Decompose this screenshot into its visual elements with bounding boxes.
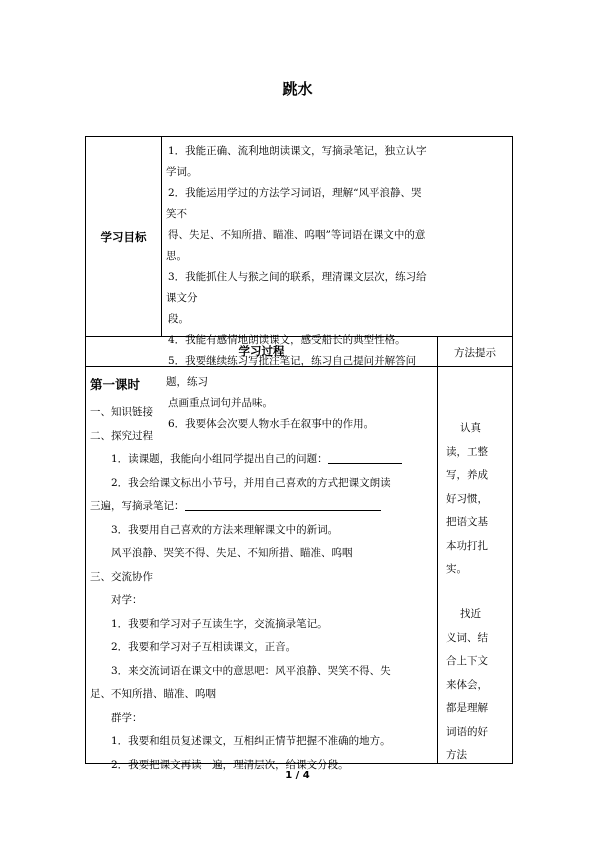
tips-divider xyxy=(437,336,438,763)
document-title: 跳水 xyxy=(282,80,313,98)
goals-divider xyxy=(161,136,162,336)
goals-label: 学习目标 xyxy=(100,230,147,244)
process-line: 1．我要和组员复述课文，互相纠正情节把握不准确的地方。 xyxy=(111,735,391,747)
process-line: 3．来交流词语在课文中的意思吧：风平浪静、哭笑不得、失 xyxy=(111,664,391,677)
process-line: 一、知识链接 xyxy=(90,406,153,418)
process-body xyxy=(90,401,434,777)
lesson-title: 第一课时 xyxy=(90,377,141,392)
goal-line: 6．我要体会次要人物水手在叙事中的作用。 xyxy=(168,418,375,430)
tips-header: 方法提示 xyxy=(454,347,496,359)
method-tip-1: 认真 读，工整 写，养成 好习惯， 把语文基 本功打扎 实。 xyxy=(446,422,488,575)
table-right-border xyxy=(512,136,513,764)
process-line: 2．我要和学习对子互相读课文，正音。 xyxy=(111,641,297,653)
method-tip-2: 找近 义词、结 合上下文 来体会， 都是理解 词语的好 方法 xyxy=(446,608,488,761)
process-line: 3．我要用自己喜欢的方法来理解课文中的新词。 xyxy=(111,523,339,536)
process-line: 2．我会给课文标出小节号，并用自己喜欢的方式把课文朗读 xyxy=(111,476,391,489)
process-line: 足、不知所措、瞄准、呜咽 xyxy=(90,688,216,700)
process-line: 1．读课题，我能向小组同学提出自己的问题： xyxy=(90,448,434,472)
answer-blank[interactable] xyxy=(185,498,381,511)
page-number: 1 / 4 xyxy=(285,770,310,781)
process-line: 二、探究过程 xyxy=(90,429,153,442)
process-line: 群学： xyxy=(111,711,143,724)
goal-line: 得、失足、不知所措、瞄准、呜咽”等词语在课文中的意思。 xyxy=(166,229,426,262)
process-line: 三、交流协作 xyxy=(90,570,153,583)
goals-list xyxy=(166,141,428,435)
goal-line: 点画重点词句并品味。 xyxy=(168,397,273,409)
process-line: 风平浪静、哭笑不得、失足、不知所措、瞄准、呜咽 xyxy=(111,547,353,559)
goal-line: 3．我能抓住人与猴之间的联系，理清课文层次，练习给课文分 xyxy=(166,271,427,304)
goal-line: 5．我要继续练习写批注笔记，练习自己提问并解答问题，练习 xyxy=(166,355,417,388)
process-line: 1．我要和学习对子互读生字，交流摘录笔记。 xyxy=(111,617,328,630)
goal-line: 2．我能运用学过的方法学习词语，理解“风平浪静、哭笑不 xyxy=(166,187,422,220)
process-line: 三遍，写摘录笔记： xyxy=(90,495,434,519)
goal-line: 4．我能有感情地朗读课文，感受船长的典型性格。 xyxy=(168,334,406,346)
process-header: 学习过程 xyxy=(238,344,285,358)
answer-blank[interactable] xyxy=(328,451,402,464)
table-top-border xyxy=(85,136,513,137)
process-line: 对学： xyxy=(111,594,143,606)
process-line: 2．我要把课文再读一遍，理清层次，给课文分段。 xyxy=(111,758,349,771)
goal-line: 段。 xyxy=(168,313,189,325)
goal-line: 1．我能正确、流利地朗读课文，写摘录笔记，独立认字学词。 xyxy=(166,145,427,178)
